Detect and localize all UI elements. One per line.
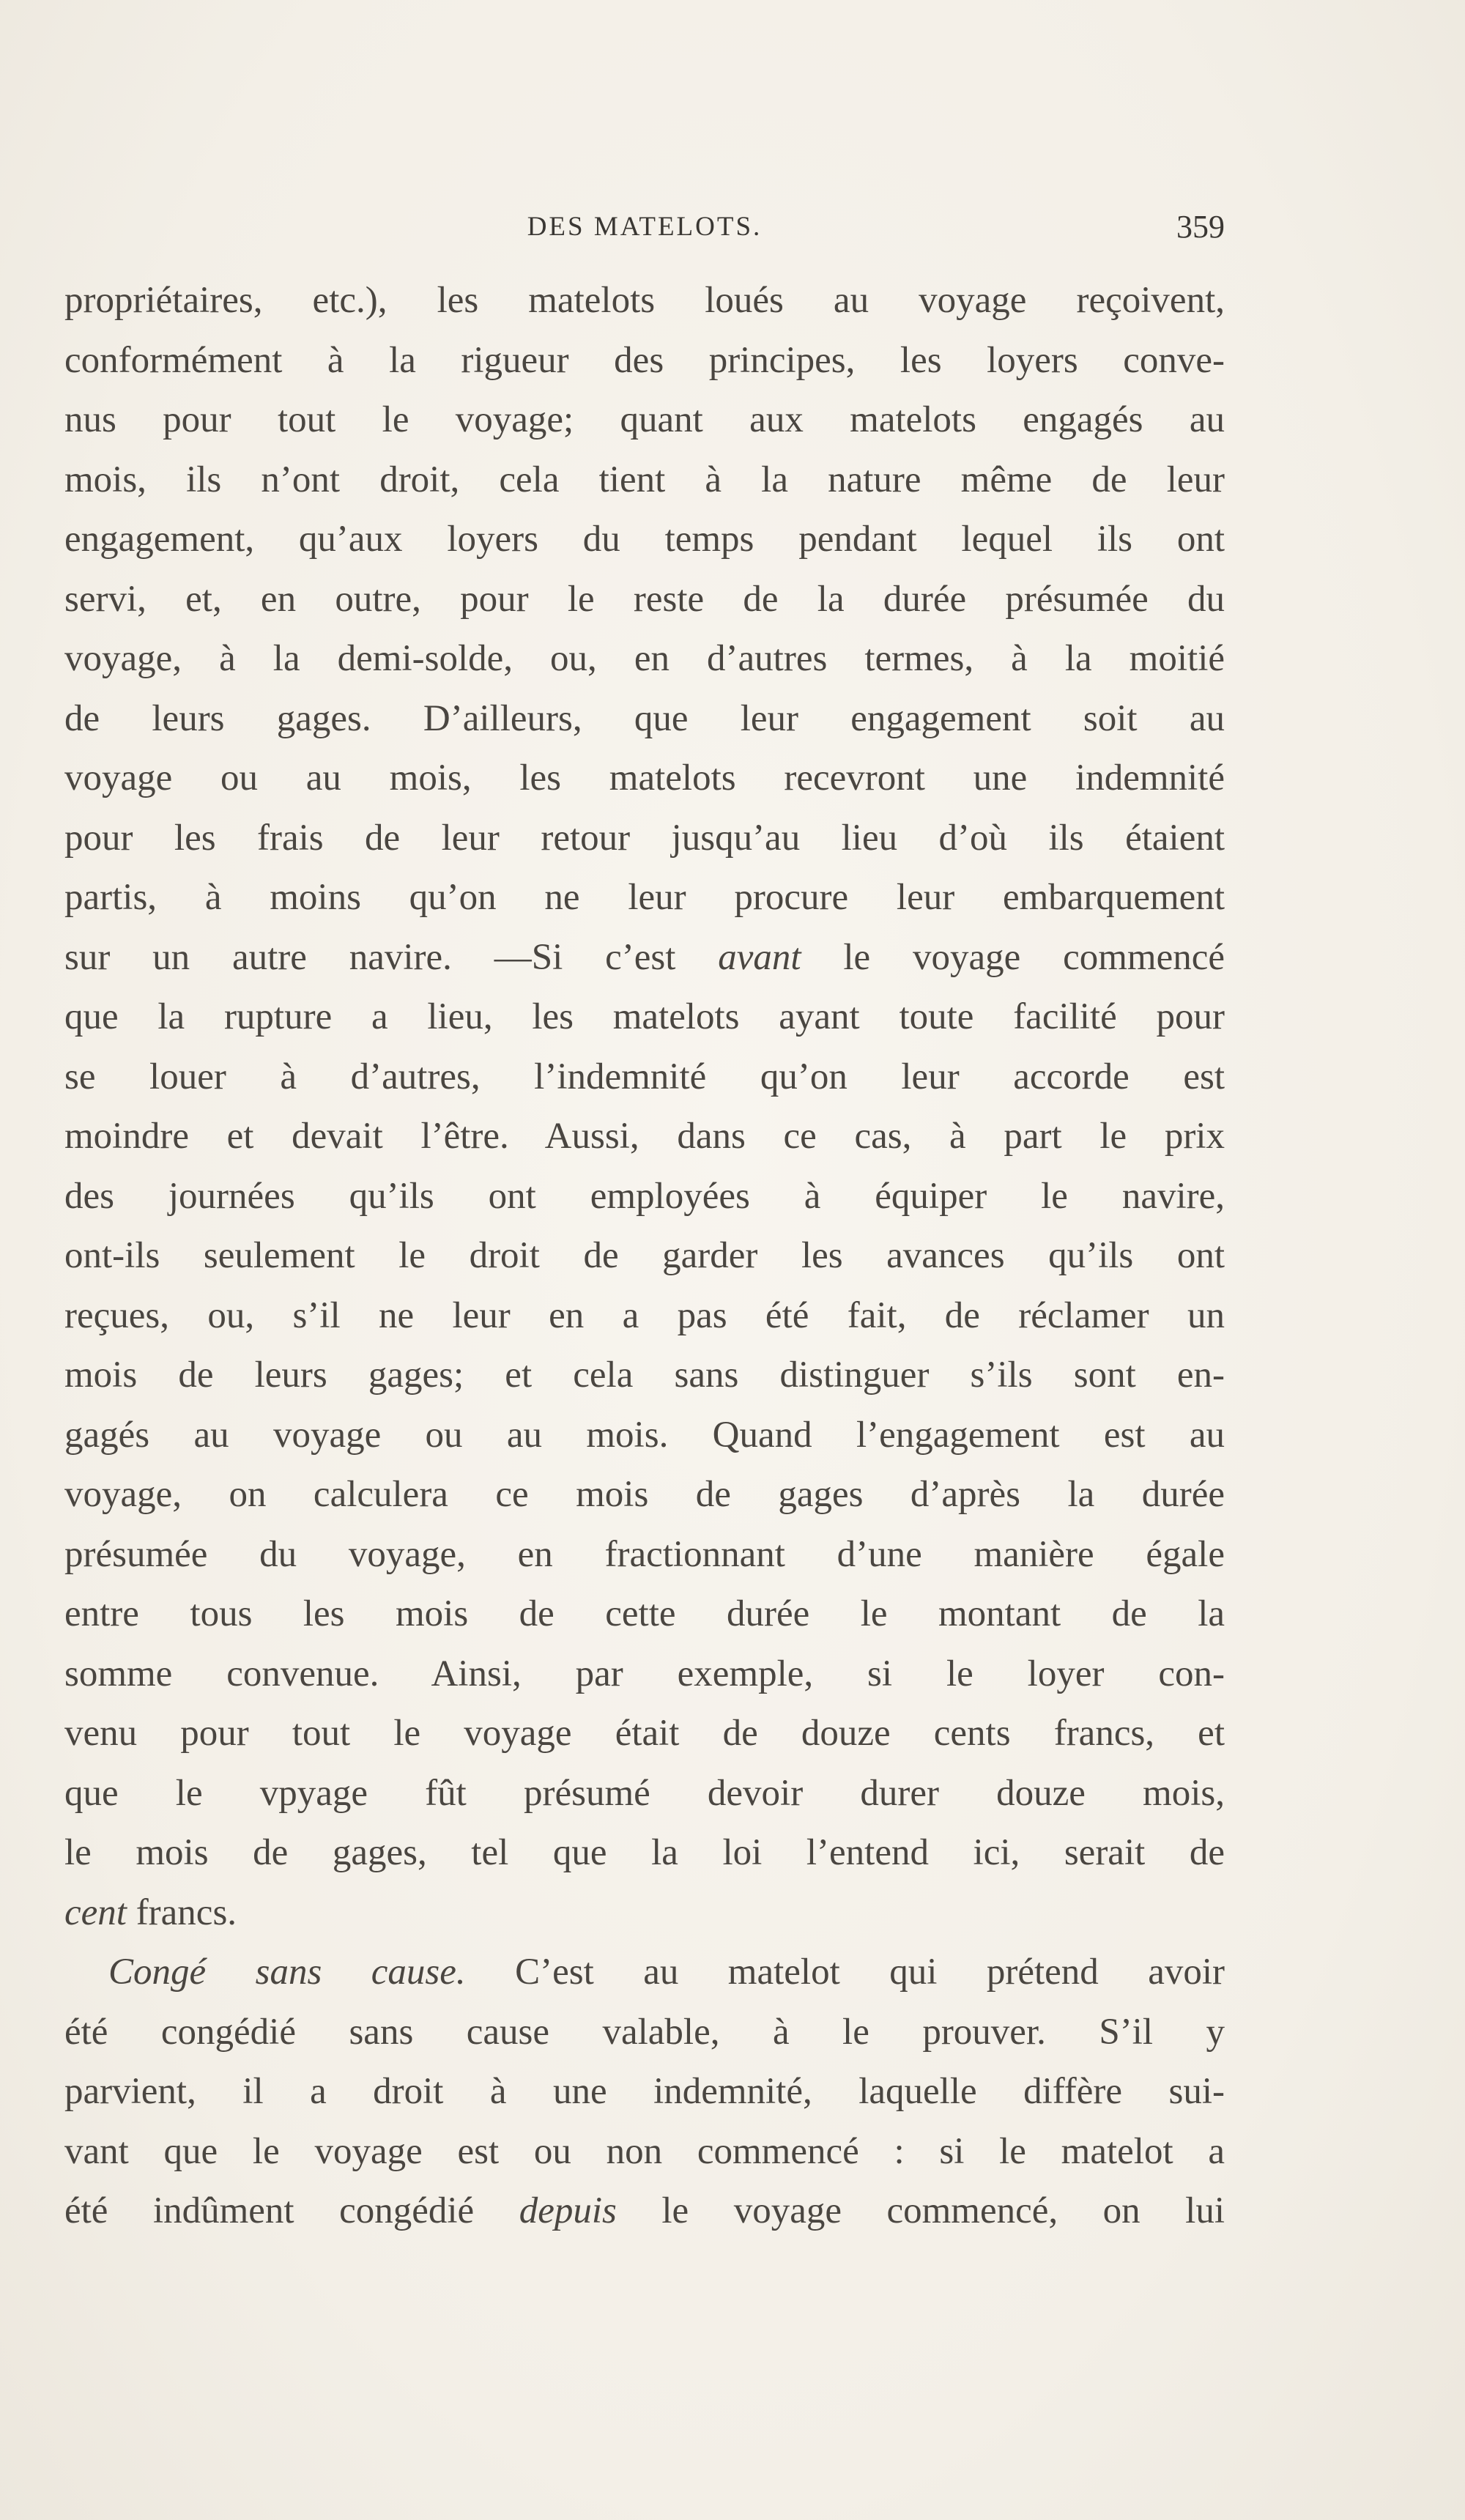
text-line: vant que le voyage est ou non commencé : si le matelot a xyxy=(64,2130,1225,2172)
text-line: voyage ou au mois, les matelots recevront une indemnité xyxy=(64,757,1225,798)
text-line: pour les frais de leur retour jusqu’au lieu d’où ils étaient xyxy=(64,817,1225,859)
text-line: voyage, on calculera ce mois de gages d’après la durée xyxy=(64,1474,1225,1515)
italic-run: depuis xyxy=(519,2190,617,2231)
text-line xyxy=(64,2182,1225,2242)
text-line: somme convenue. Ainsi, par exemple, si le loyer con- xyxy=(64,1653,1225,1694)
text-line: le mois de gages, tel que la loi l’entend ici, serait de xyxy=(64,1832,1225,1873)
text-run: sur un autre navire. —Si c’est xyxy=(64,936,719,978)
text-line: mois, ils n’ont droit, cela tient à la nature même de leur xyxy=(64,459,1225,500)
text-line: conformément à la rigueur des principes, les loyers conve- xyxy=(64,339,1225,381)
text-line: propriétaires, etc.), les matelots loués au voyage reçoivent, xyxy=(64,280,1225,321)
text-line: servi, et, en outre, pour le reste de la durée présumée du xyxy=(64,578,1225,620)
text-line: venu pour tout le voyage était de douze cents francs, et xyxy=(64,1713,1225,1754)
text-line: de leurs gages. D’ailleurs, que leur engagement soit au xyxy=(64,697,1225,739)
text-line: des journées qu’ils ont employées à équiper le navire, xyxy=(64,1175,1225,1217)
body-text xyxy=(64,271,1225,2242)
text-line: voyage, à la demi-solde, ou, en d’autres termes, à la moitié xyxy=(64,638,1225,679)
text-line: que la rupture a lieu, les matelots ayant toute facilité pour xyxy=(64,996,1225,1037)
text-line: mois de leurs gages; et cela sans distinguer s’ils sont en- xyxy=(64,1354,1225,1396)
paragraph-first-line xyxy=(64,1943,1225,2003)
text-line: que le vpyage fût présumé devoir durer douze mois, xyxy=(64,1772,1225,1814)
text-line: moindre et devait l’être. Aussi, dans ce cas, à part le prix xyxy=(64,1116,1225,1157)
text-line: présumée du voyage, en fractionnant d’une manière égale xyxy=(64,1533,1225,1575)
text-run: le voyage commencé, on lui xyxy=(616,2190,1225,2231)
text-line xyxy=(64,1883,1225,1943)
text-line: engagement, qu’aux loyers du temps pendant lequel ils ont xyxy=(64,519,1225,560)
italic-run: cent xyxy=(64,1891,127,1933)
text-run: francs. xyxy=(126,1891,237,1933)
text-run: C’est au matelot qui prétend avoir xyxy=(465,1952,1225,1993)
page-number: 359 xyxy=(1176,209,1225,245)
text-line xyxy=(64,928,1225,988)
text-run: le voyage commencé xyxy=(801,936,1225,978)
italic-run: avant xyxy=(718,936,801,978)
text-line: parvient, il a droit à une indemnité, laquelle diffère sui- xyxy=(64,2071,1225,2112)
text-line: nus pour tout le voyage; quant aux matelots engagés au xyxy=(64,399,1225,440)
text-line: entre tous les mois de cette durée le montant de la xyxy=(64,1593,1225,1634)
running-head xyxy=(64,211,1225,255)
text-line: été congédié sans cause valable, à le prouver. S’il y xyxy=(64,2011,1225,2053)
text-line: partis, à moins qu’on ne leur procure leur embarquement xyxy=(64,877,1225,918)
text-line: se louer à d’autres, l’indemnité qu’on leur accorde est xyxy=(64,1056,1225,1097)
text-line: reçues, ou, s’il ne leur en a pas été fait, de réclamer un xyxy=(64,1294,1225,1336)
text-line: gagés au voyage ou au mois. Quand l’engagement est au xyxy=(64,1414,1225,1456)
text-run: été indûment congédié xyxy=(64,2190,519,2231)
section-heading-italic: Congé sans cause. xyxy=(108,1952,466,1993)
text-line: ont-ils seulement le droit de garder les avances qu’ils ont xyxy=(64,1235,1225,1276)
running-title: DES MATELOTS. xyxy=(527,212,763,242)
